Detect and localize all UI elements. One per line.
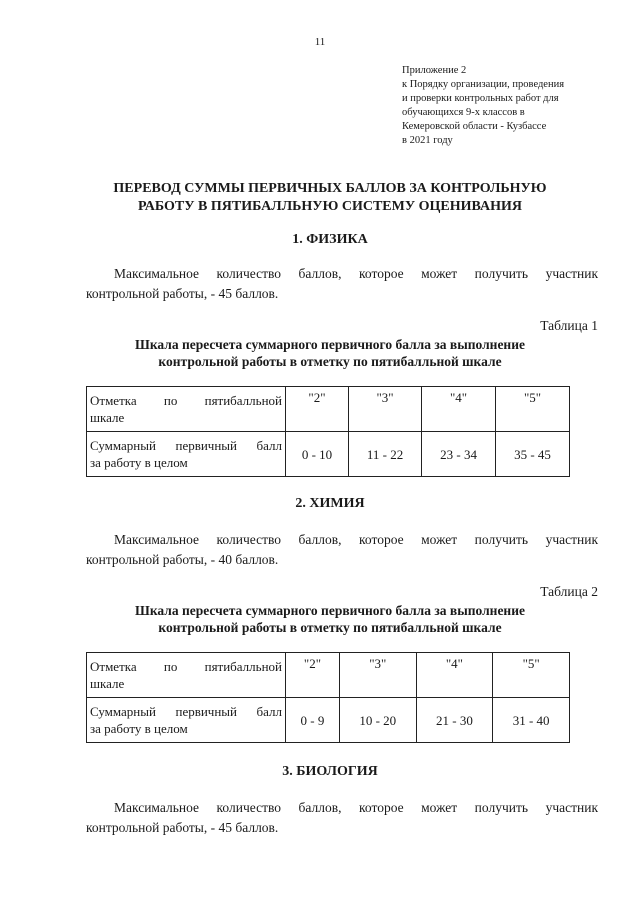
title-line: ПЕРЕВОД СУММЫ ПЕРВИЧНЫХ БАЛЛОВ ЗА КОНТРОЛЬНУЮ [113, 181, 547, 196]
section-heading-chemistry: 2. ХИМИЯ [295, 496, 365, 511]
range-cell: 23 - 34 [422, 432, 496, 477]
row-label-line: Суммарный первичный балл [90, 438, 282, 453]
paragraph-line: Максимальное количество баллов, которое может получить участник [114, 800, 598, 815]
grade-cell: "3" [348, 387, 421, 432]
appendix-note [402, 64, 622, 148]
paragraph-line: контрольной работы, - 45 баллов. [86, 820, 279, 835]
appendix-line: Кемеровской области - Кузбассе [402, 121, 547, 132]
paragraph-line: Максимальное количество баллов, которое может получить участник [114, 532, 598, 547]
section-text-physics [86, 264, 598, 304]
grade-cell: "4" [416, 653, 493, 698]
range-cell: 35 - 45 [496, 432, 570, 477]
table-label: Таблица 1 [540, 318, 598, 333]
table-label: Таблица 2 [540, 584, 598, 599]
grade-cell: "2" [286, 387, 349, 432]
table-title [60, 336, 600, 370]
score-table-chemistry [86, 652, 570, 743]
row-label-line: Суммарный первичный балл [90, 704, 282, 719]
range-cell: 11 - 22 [348, 432, 421, 477]
row-label-line: Отметка по пятибалльной [90, 393, 282, 408]
appendix-line: Приложение 2 [402, 65, 467, 76]
row-label-grade [87, 387, 286, 432]
table-title-line: контрольной работы в отметку по пятибалльной шкале [158, 620, 502, 635]
appendix-line: обучающихся 9-х классов в [402, 107, 525, 118]
range-cell: 21 - 30 [416, 698, 493, 743]
row-label-grade [87, 653, 286, 698]
grade-cell: "3" [339, 653, 416, 698]
range-cell: 31 - 40 [493, 698, 570, 743]
row-label-score [87, 698, 286, 743]
page-number: 11 [314, 36, 326, 48]
grade-cell: "2" [286, 653, 340, 698]
score-table-physics [86, 386, 570, 477]
row-label-line: шкале [90, 410, 125, 425]
appendix-line: и проверки контрольных работ для [402, 93, 559, 104]
table-title-line: Шкала пересчета суммарного первичного балла за выполнение [135, 337, 525, 352]
table-row [87, 698, 570, 743]
table-row [87, 653, 570, 698]
table-row [87, 387, 570, 432]
grade-cell: "4" [422, 387, 496, 432]
table-title [60, 602, 600, 636]
range-cell: 0 - 10 [286, 432, 349, 477]
paragraph-line: контрольной работы, - 40 баллов. [86, 552, 279, 567]
row-label-line: шкале [90, 676, 125, 691]
grade-cell: "5" [496, 387, 570, 432]
row-label-line: за работу в целом [90, 721, 188, 736]
row-label-line: за работу в целом [90, 455, 188, 470]
document-title [60, 180, 600, 216]
section-text-biology [86, 798, 598, 838]
range-cell: 0 - 9 [286, 698, 340, 743]
table-title-line: Шкала пересчета суммарного первичного балла за выполнение [135, 603, 525, 618]
table-row [87, 432, 570, 477]
appendix-line: к Порядку организации, проведения [402, 79, 565, 90]
section-text-chemistry [86, 530, 598, 570]
section-heading-physics: 1. ФИЗИКА [292, 232, 368, 247]
row-label-score [87, 432, 286, 477]
appendix-line: в 2021 году [402, 135, 453, 146]
title-line: РАБОТУ В ПЯТИБАЛЛЬНУЮ СИСТЕМУ ОЦЕНИВАНИЯ [138, 199, 522, 214]
paragraph-line: контрольной работы, - 45 баллов. [86, 286, 279, 301]
paragraph-line: Максимальное количество баллов, которое может получить участник [114, 266, 598, 281]
table-title-line: контрольной работы в отметку по пятибалльной шкале [158, 354, 502, 369]
grade-cell: "5" [493, 653, 570, 698]
row-label-line: Отметка по пятибалльной [90, 659, 282, 674]
range-cell: 10 - 20 [339, 698, 416, 743]
section-heading-biology: 3. БИОЛОГИЯ [282, 764, 378, 779]
